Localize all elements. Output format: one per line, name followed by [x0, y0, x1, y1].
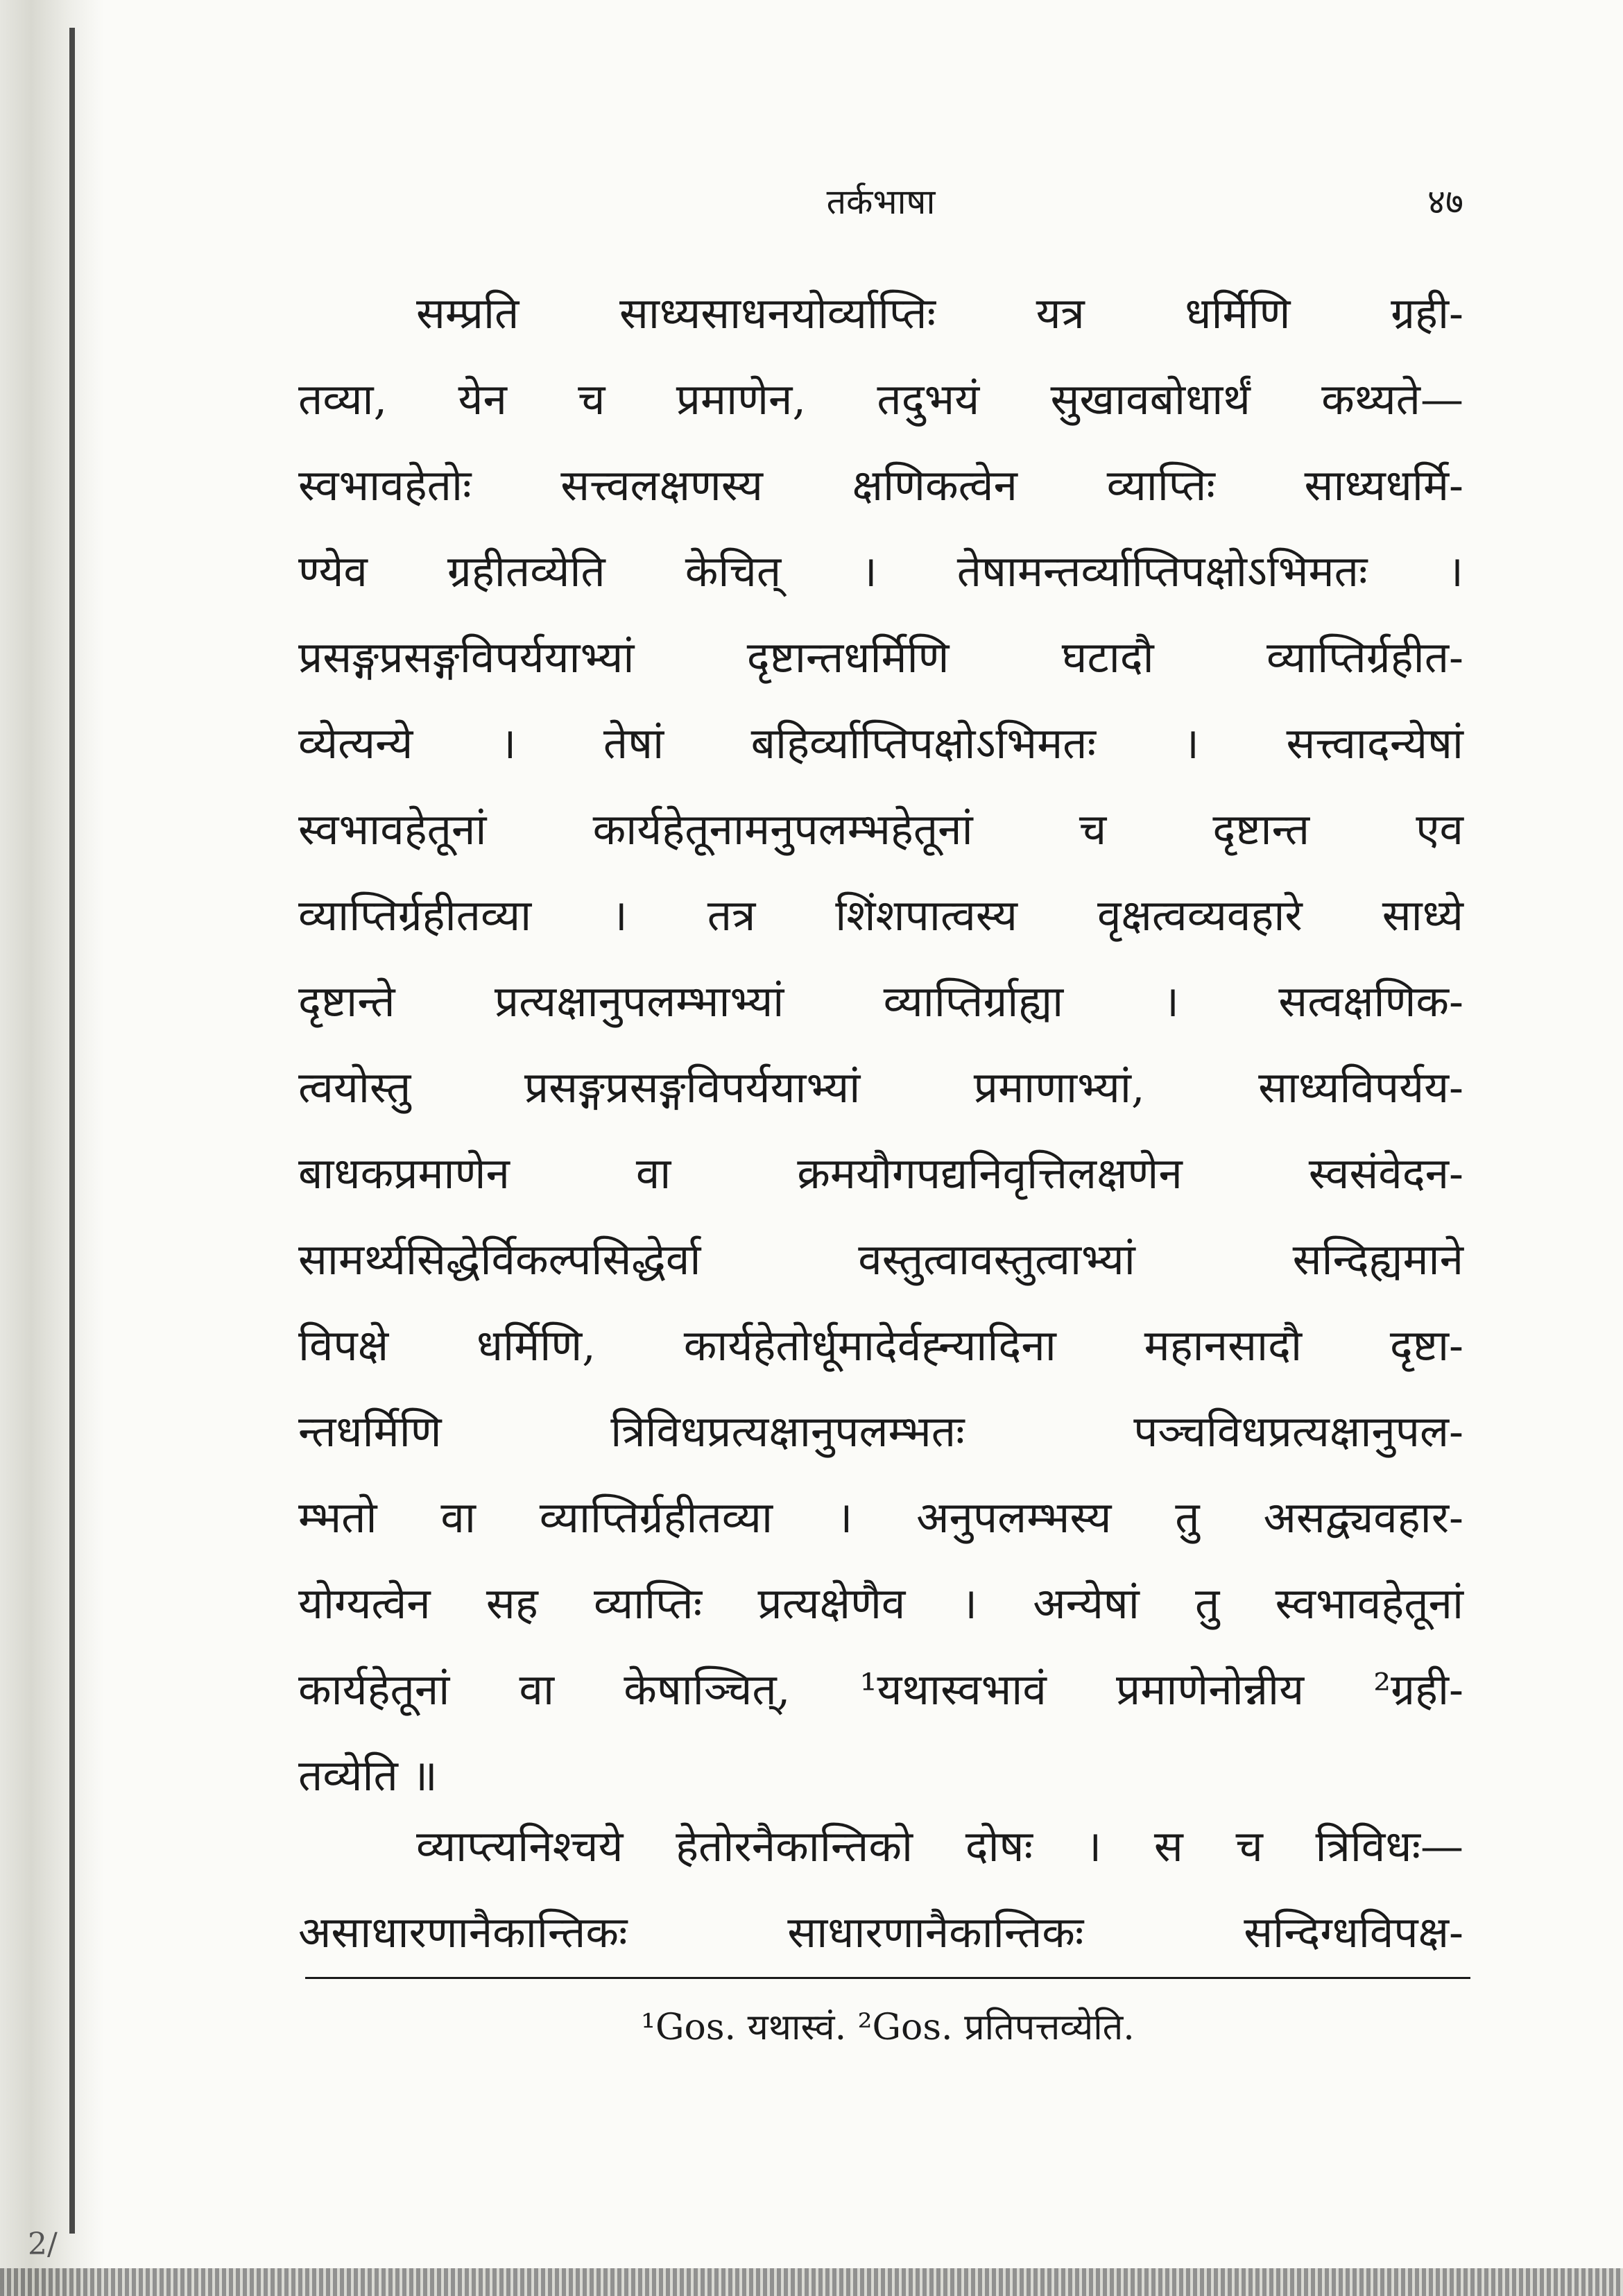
text-line: व्याप्तिर्ग्रहीतव्या । तत्र शिंशपात्वस्य वृक्षत्वव्यवहारे साध्ये — [298, 890, 1463, 941]
margin-handwriting: 2/ — [28, 2227, 58, 2262]
text-line: व्येत्यन्ये । तेषां बहिर्व्याप्तिपक्षोऽभिमतः । सत्त्वादन्येषां — [298, 718, 1463, 769]
text-line: ण्येव ग्रहीतव्येति केचित् । तेषामन्तर्व्याप्तिपक्षोऽभिमतः । — [298, 546, 1463, 597]
text-line: म्भतो वा व्याप्तिर्ग्रहीतव्या । अनुपलम्भस्य तु असद्व्यवहार- — [298, 1492, 1463, 1543]
text-line: विपक्षे धर्मिणि, कार्यहेतोर्धूमादेर्वह्न्यादिना महानसादौ दृष्टा- — [298, 1320, 1463, 1371]
footnote: ¹Gos. यथास्वं. ²Gos. प्रतिपत्तव्येति. — [641, 2007, 1135, 2048]
text-line: कार्यहेतूनां वा केषाञ्चित्, ¹यथास्वभावं प्रमाणेनोन्नीय ²ग्रही- — [298, 1664, 1463, 1715]
page-number: ४७ — [1427, 182, 1463, 222]
scan-edge-artifact — [0, 2268, 1623, 2296]
page-header — [298, 170, 1463, 232]
text-line: स्वभावहेतूनां कार्यहेतूनामनुपलम्भहेतूनां च दृष्टान्त एव — [298, 804, 1463, 855]
margin-rule — [69, 28, 75, 2234]
text-line: असाधारणानैकान्तिकः साधारणानैकान्तिकः सन्दिग्धविपक्ष- — [298, 1907, 1463, 1957]
running-title: तर्कभाषा — [826, 182, 936, 222]
text-line: बाधकप्रमाणेन वा क्रमयौगपद्यनिवृत्तिलक्षणेन स्वसंवेदन- — [298, 1148, 1463, 1199]
paragraph-1 — [298, 271, 1463, 1819]
paragraph-2 — [298, 1804, 1463, 1976]
text-line: तव्या, येन च प्रमाणेन, तदुभयं सुखावबोधार्थं कथ्यते— — [298, 374, 1463, 425]
page-binding-shadow — [0, 0, 104, 2296]
text-line: दृष्टान्ते प्रत्यक्षानुपलम्भाभ्यां व्याप्तिर्ग्राह्या । सत्वक्षणिक- — [298, 976, 1463, 1027]
text-line: सामर्थ्यसिद्धेर्विकल्पसिद्धेर्वा वस्तुत्वावस्तुत्वाभ्यां सन्दिह्यमाने — [298, 1234, 1463, 1285]
text-line: न्तधर्मिणि त्रिविधप्रत्यक्षानुपलम्भतः पञ्चविधप्रत्यक्षानुपल- — [298, 1406, 1463, 1457]
text-line: प्रसङ्गप्रसङ्गविपर्ययाभ्यां दृष्टान्तधर्मिणि घटादौ व्याप्तिर्ग्रहीत- — [298, 632, 1463, 683]
text-line: व्याप्त्यनिश्चये हेतोरनैकान्तिको दोषः । स च त्रिविधः— — [416, 1821, 1463, 1871]
footnote-rule — [305, 1977, 1470, 1979]
text-line: तव्येति ॥ — [298, 1750, 438, 1801]
text-line: स्वभावहेतोः सत्त्वलक्षणस्य क्षणिकत्वेन व्याप्तिः साध्यधर्मि- — [298, 460, 1463, 511]
text-line: त्वयोस्तु प्रसङ्गप्रसङ्गविपर्ययाभ्यां प्रमाणाभ्यां, साध्यविपर्यय- — [298, 1062, 1463, 1113]
text-line: सम्प्रति साध्यसाधनयोर्व्याप्तिः यत्र धर्मिणि ग्रही- — [416, 288, 1463, 339]
text-line: योग्यत्वेन सह व्याप्तिः प्रत्यक्षेणैव । अन्येषां तु स्वभावहेतूनां — [298, 1578, 1463, 1629]
